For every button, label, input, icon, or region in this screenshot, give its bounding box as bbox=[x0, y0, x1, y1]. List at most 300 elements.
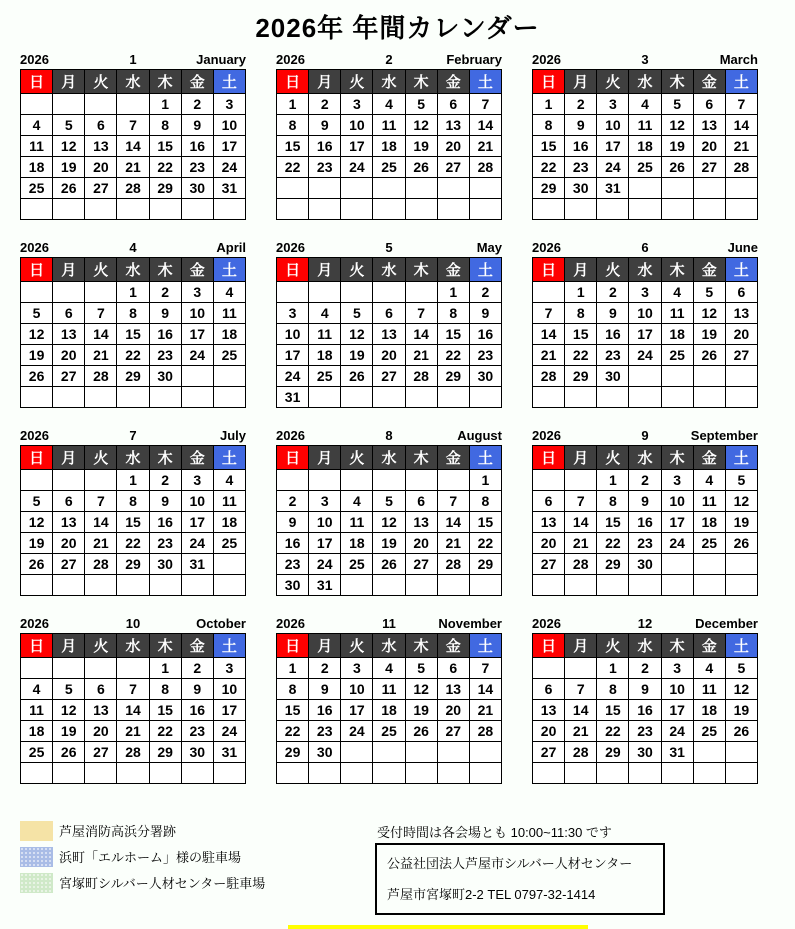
empty-cell bbox=[117, 199, 149, 220]
date-cell: 13 bbox=[373, 324, 405, 345]
date-cell: 18 bbox=[21, 721, 53, 742]
date-cell: 18 bbox=[309, 345, 341, 366]
month-october bbox=[20, 614, 246, 784]
date-cell: 2 bbox=[309, 94, 341, 115]
date-cell: 16 bbox=[629, 512, 661, 533]
month-label bbox=[532, 238, 758, 255]
empty-cell bbox=[405, 742, 437, 763]
day-header-5: 金 bbox=[693, 446, 725, 470]
date-cell: 7 bbox=[725, 94, 757, 115]
date-cell: 31 bbox=[213, 742, 245, 763]
empty-cell bbox=[341, 470, 373, 491]
date-cell: 30 bbox=[149, 554, 181, 575]
date-cell: 20 bbox=[533, 721, 565, 742]
date-cell: 29 bbox=[277, 742, 309, 763]
empty-cell bbox=[341, 763, 373, 784]
day-header-6: 土 bbox=[725, 70, 757, 94]
month-table bbox=[276, 445, 502, 596]
date-cell: 29 bbox=[149, 178, 181, 199]
date-cell: 6 bbox=[437, 94, 469, 115]
empty-cell bbox=[533, 575, 565, 596]
empty-cell bbox=[725, 366, 757, 387]
date-cell: 16 bbox=[181, 136, 213, 157]
date-cell: 25 bbox=[373, 157, 405, 178]
month-number: 8 bbox=[385, 428, 393, 443]
empty-cell bbox=[53, 94, 85, 115]
date-cell: 4 bbox=[693, 658, 725, 679]
empty-cell bbox=[533, 199, 565, 220]
day-header-4: 木 bbox=[405, 258, 437, 282]
date-cell: 31 bbox=[661, 742, 693, 763]
date-cell: 15 bbox=[277, 700, 309, 721]
date-cell: 16 bbox=[149, 324, 181, 345]
day-header-5: 金 bbox=[693, 70, 725, 94]
date-cell: 29 bbox=[565, 366, 597, 387]
date-cell: 31 bbox=[181, 554, 213, 575]
date-cell: 4 bbox=[309, 303, 341, 324]
date-cell: 21 bbox=[405, 345, 437, 366]
legend-swatch-green bbox=[20, 873, 53, 893]
date-cell: 24 bbox=[629, 345, 661, 366]
date-cell: 20 bbox=[53, 345, 85, 366]
day-header-1: 月 bbox=[565, 634, 597, 658]
empty-cell bbox=[661, 178, 693, 199]
date-cell: 17 bbox=[181, 324, 213, 345]
empty-cell bbox=[661, 575, 693, 596]
date-cell: 24 bbox=[309, 554, 341, 575]
date-cell: 16 bbox=[309, 700, 341, 721]
day-header-2: 火 bbox=[597, 634, 629, 658]
date-cell: 15 bbox=[117, 324, 149, 345]
day-header-2: 火 bbox=[85, 634, 117, 658]
empty-cell bbox=[85, 199, 117, 220]
date-cell: 27 bbox=[437, 721, 469, 742]
date-cell: 21 bbox=[565, 533, 597, 554]
date-cell: 1 bbox=[149, 94, 181, 115]
day-header-4: 木 bbox=[149, 258, 181, 282]
empty-cell bbox=[693, 575, 725, 596]
month-name: June bbox=[727, 240, 758, 255]
date-cell: 6 bbox=[533, 491, 565, 512]
empty-cell bbox=[597, 763, 629, 784]
date-cell: 24 bbox=[213, 721, 245, 742]
empty-cell bbox=[53, 763, 85, 784]
empty-cell bbox=[341, 282, 373, 303]
date-cell: 20 bbox=[533, 533, 565, 554]
empty-cell bbox=[725, 742, 757, 763]
date-cell: 24 bbox=[341, 721, 373, 742]
month-name: February bbox=[446, 52, 502, 67]
month-march bbox=[532, 50, 758, 220]
date-cell: 19 bbox=[21, 345, 53, 366]
date-cell: 11 bbox=[693, 491, 725, 512]
empty-cell bbox=[277, 470, 309, 491]
day-header-4: 木 bbox=[405, 446, 437, 470]
date-cell: 17 bbox=[181, 512, 213, 533]
month-name: December bbox=[695, 616, 758, 631]
date-cell: 5 bbox=[53, 115, 85, 136]
month-number: 7 bbox=[129, 428, 137, 443]
date-cell: 26 bbox=[405, 721, 437, 742]
date-cell: 24 bbox=[181, 533, 213, 554]
date-cell: 7 bbox=[117, 115, 149, 136]
day-header-0: 日 bbox=[277, 70, 309, 94]
empty-cell bbox=[373, 282, 405, 303]
empty-cell bbox=[565, 575, 597, 596]
date-cell: 1 bbox=[437, 282, 469, 303]
date-cell: 15 bbox=[533, 136, 565, 157]
date-cell: 3 bbox=[661, 658, 693, 679]
empty-cell bbox=[469, 178, 501, 199]
date-cell: 30 bbox=[309, 742, 341, 763]
month-label bbox=[20, 426, 246, 443]
date-cell: 31 bbox=[309, 575, 341, 596]
date-cell: 14 bbox=[85, 324, 117, 345]
date-cell: 11 bbox=[629, 115, 661, 136]
empty-cell bbox=[181, 575, 213, 596]
date-cell: 28 bbox=[85, 554, 117, 575]
date-cell: 19 bbox=[405, 700, 437, 721]
date-cell: 29 bbox=[469, 554, 501, 575]
date-cell: 6 bbox=[725, 282, 757, 303]
date-cell: 16 bbox=[149, 512, 181, 533]
date-cell: 2 bbox=[629, 470, 661, 491]
day-header-4: 木 bbox=[149, 634, 181, 658]
day-header-1: 月 bbox=[53, 634, 85, 658]
date-cell: 15 bbox=[469, 512, 501, 533]
date-cell: 13 bbox=[725, 303, 757, 324]
day-header-5: 金 bbox=[437, 70, 469, 94]
date-cell: 18 bbox=[629, 136, 661, 157]
month-label bbox=[20, 614, 246, 631]
date-cell: 23 bbox=[181, 157, 213, 178]
date-cell: 1 bbox=[277, 94, 309, 115]
date-cell: 3 bbox=[629, 282, 661, 303]
date-cell: 17 bbox=[277, 345, 309, 366]
yellow-bottom-bar bbox=[288, 925, 588, 929]
date-cell: 17 bbox=[661, 512, 693, 533]
date-cell: 6 bbox=[373, 303, 405, 324]
empty-cell bbox=[629, 366, 661, 387]
empty-cell bbox=[725, 575, 757, 596]
date-cell: 19 bbox=[341, 345, 373, 366]
month-year: 2026 bbox=[20, 428, 49, 443]
day-header-0: 日 bbox=[533, 70, 565, 94]
day-header-1: 月 bbox=[309, 446, 341, 470]
day-header-0: 日 bbox=[21, 70, 53, 94]
date-cell: 16 bbox=[565, 136, 597, 157]
date-cell: 31 bbox=[597, 178, 629, 199]
date-cell: 10 bbox=[181, 303, 213, 324]
date-cell: 14 bbox=[85, 512, 117, 533]
date-cell: 28 bbox=[405, 366, 437, 387]
date-cell: 12 bbox=[405, 115, 437, 136]
month-label bbox=[276, 50, 502, 67]
empty-cell bbox=[629, 178, 661, 199]
date-cell: 9 bbox=[181, 115, 213, 136]
month-label bbox=[276, 426, 502, 443]
date-cell: 22 bbox=[277, 721, 309, 742]
date-cell: 13 bbox=[437, 115, 469, 136]
month-label bbox=[532, 50, 758, 67]
date-cell: 11 bbox=[341, 512, 373, 533]
date-cell: 3 bbox=[213, 94, 245, 115]
venue-legend bbox=[20, 820, 265, 898]
day-header-0: 日 bbox=[533, 634, 565, 658]
day-header-4: 木 bbox=[149, 70, 181, 94]
day-header-5: 金 bbox=[181, 258, 213, 282]
date-cell: 5 bbox=[53, 679, 85, 700]
date-cell: 10 bbox=[213, 679, 245, 700]
month-number: 9 bbox=[641, 428, 649, 443]
date-cell: 30 bbox=[181, 742, 213, 763]
date-cell: 27 bbox=[53, 554, 85, 575]
date-cell: 8 bbox=[149, 115, 181, 136]
date-cell: 21 bbox=[437, 533, 469, 554]
month-label bbox=[532, 614, 758, 631]
empty-cell bbox=[661, 199, 693, 220]
empty-cell bbox=[597, 199, 629, 220]
date-cell: 2 bbox=[629, 658, 661, 679]
date-cell: 4 bbox=[213, 282, 245, 303]
date-cell: 17 bbox=[309, 533, 341, 554]
date-cell: 21 bbox=[117, 157, 149, 178]
date-cell: 10 bbox=[597, 115, 629, 136]
date-cell: 12 bbox=[373, 512, 405, 533]
empty-cell bbox=[373, 763, 405, 784]
day-header-1: 月 bbox=[309, 70, 341, 94]
date-cell: 10 bbox=[661, 491, 693, 512]
month-year: 2026 bbox=[20, 52, 49, 67]
date-cell: 5 bbox=[21, 303, 53, 324]
legend-item-green bbox=[20, 872, 265, 893]
date-cell: 1 bbox=[533, 94, 565, 115]
day-header-6: 土 bbox=[469, 634, 501, 658]
date-cell: 22 bbox=[565, 345, 597, 366]
date-cell: 5 bbox=[661, 94, 693, 115]
organization-name: 公益社団法人芦屋市シルバー人材センター bbox=[387, 856, 633, 871]
date-cell: 4 bbox=[213, 470, 245, 491]
month-label bbox=[532, 426, 758, 443]
date-cell: 29 bbox=[117, 554, 149, 575]
empty-cell bbox=[437, 575, 469, 596]
date-cell: 15 bbox=[277, 136, 309, 157]
date-cell: 10 bbox=[277, 324, 309, 345]
empty-cell bbox=[21, 387, 53, 408]
month-table bbox=[20, 445, 246, 596]
legend-item-yellow bbox=[20, 820, 265, 841]
month-name: January bbox=[196, 52, 246, 67]
date-cell: 21 bbox=[469, 136, 501, 157]
date-cell: 17 bbox=[341, 700, 373, 721]
date-cell: 27 bbox=[533, 742, 565, 763]
empty-cell bbox=[181, 763, 213, 784]
empty-cell bbox=[661, 366, 693, 387]
day-header-6: 土 bbox=[213, 446, 245, 470]
date-cell: 3 bbox=[181, 282, 213, 303]
date-cell: 25 bbox=[373, 721, 405, 742]
date-cell: 19 bbox=[405, 136, 437, 157]
date-cell: 27 bbox=[373, 366, 405, 387]
date-cell: 29 bbox=[597, 742, 629, 763]
date-cell: 11 bbox=[21, 136, 53, 157]
empty-cell bbox=[277, 282, 309, 303]
empty-cell bbox=[53, 199, 85, 220]
date-cell: 7 bbox=[85, 303, 117, 324]
date-cell: 8 bbox=[597, 679, 629, 700]
empty-cell bbox=[117, 575, 149, 596]
date-cell: 3 bbox=[341, 658, 373, 679]
date-cell: 7 bbox=[117, 679, 149, 700]
month-name: April bbox=[216, 240, 246, 255]
month-november bbox=[276, 614, 502, 784]
date-cell: 19 bbox=[53, 721, 85, 742]
date-cell: 12 bbox=[341, 324, 373, 345]
date-cell: 31 bbox=[213, 178, 245, 199]
date-cell: 29 bbox=[437, 366, 469, 387]
date-cell: 7 bbox=[533, 303, 565, 324]
date-cell: 8 bbox=[277, 115, 309, 136]
empty-cell bbox=[373, 575, 405, 596]
empty-cell bbox=[213, 763, 245, 784]
empty-cell bbox=[469, 742, 501, 763]
date-cell: 11 bbox=[21, 700, 53, 721]
date-cell: 10 bbox=[213, 115, 245, 136]
empty-cell bbox=[533, 763, 565, 784]
day-header-1: 月 bbox=[309, 258, 341, 282]
date-cell: 21 bbox=[469, 700, 501, 721]
month-number: 3 bbox=[641, 52, 649, 67]
date-cell: 25 bbox=[693, 533, 725, 554]
empty-cell bbox=[405, 763, 437, 784]
empty-cell bbox=[533, 282, 565, 303]
date-cell: 18 bbox=[693, 700, 725, 721]
date-cell: 22 bbox=[149, 721, 181, 742]
date-cell: 2 bbox=[181, 658, 213, 679]
date-cell: 12 bbox=[405, 679, 437, 700]
date-cell: 20 bbox=[693, 136, 725, 157]
empty-cell bbox=[725, 387, 757, 408]
date-cell: 29 bbox=[533, 178, 565, 199]
date-cell: 23 bbox=[149, 533, 181, 554]
date-cell: 3 bbox=[597, 94, 629, 115]
date-cell: 8 bbox=[565, 303, 597, 324]
month-number: 1 bbox=[129, 52, 137, 67]
empty-cell bbox=[373, 178, 405, 199]
month-august bbox=[276, 426, 502, 596]
empty-cell bbox=[213, 575, 245, 596]
month-year: 2026 bbox=[276, 52, 305, 67]
date-cell: 26 bbox=[405, 157, 437, 178]
date-cell: 6 bbox=[53, 303, 85, 324]
empty-cell bbox=[149, 763, 181, 784]
month-number: 10 bbox=[125, 616, 141, 631]
month-year: 2026 bbox=[532, 616, 561, 631]
date-cell: 12 bbox=[53, 700, 85, 721]
date-cell: 27 bbox=[405, 554, 437, 575]
date-cell: 11 bbox=[693, 679, 725, 700]
date-cell: 25 bbox=[661, 345, 693, 366]
empty-cell bbox=[693, 178, 725, 199]
day-header-5: 金 bbox=[693, 634, 725, 658]
date-cell: 30 bbox=[597, 366, 629, 387]
empty-cell bbox=[373, 742, 405, 763]
empty-cell bbox=[533, 470, 565, 491]
date-cell: 9 bbox=[597, 303, 629, 324]
day-header-2: 火 bbox=[85, 446, 117, 470]
date-cell: 6 bbox=[85, 679, 117, 700]
date-cell: 18 bbox=[213, 324, 245, 345]
day-header-6: 土 bbox=[213, 258, 245, 282]
date-cell: 24 bbox=[181, 345, 213, 366]
date-cell: 4 bbox=[21, 115, 53, 136]
date-cell: 7 bbox=[85, 491, 117, 512]
day-header-1: 月 bbox=[565, 70, 597, 94]
month-name: May bbox=[476, 240, 502, 255]
day-header-3: 水 bbox=[117, 446, 149, 470]
empty-cell bbox=[469, 575, 501, 596]
day-header-2: 火 bbox=[597, 446, 629, 470]
day-header-4: 木 bbox=[661, 258, 693, 282]
date-cell: 28 bbox=[117, 178, 149, 199]
date-cell: 13 bbox=[53, 512, 85, 533]
empty-cell bbox=[341, 575, 373, 596]
month-name: November bbox=[438, 616, 502, 631]
month-year: 2026 bbox=[532, 240, 561, 255]
date-cell: 5 bbox=[725, 658, 757, 679]
date-cell: 24 bbox=[597, 157, 629, 178]
date-cell: 31 bbox=[277, 387, 309, 408]
empty-cell bbox=[21, 763, 53, 784]
date-cell: 9 bbox=[309, 679, 341, 700]
day-header-1: 月 bbox=[53, 446, 85, 470]
month-table bbox=[20, 257, 246, 408]
day-header-2: 火 bbox=[341, 70, 373, 94]
date-cell: 6 bbox=[533, 679, 565, 700]
date-cell: 9 bbox=[629, 491, 661, 512]
day-header-2: 火 bbox=[597, 70, 629, 94]
date-cell: 2 bbox=[597, 282, 629, 303]
month-label bbox=[276, 614, 502, 631]
month-number: 5 bbox=[385, 240, 393, 255]
month-february bbox=[276, 50, 502, 220]
date-cell: 22 bbox=[149, 157, 181, 178]
date-cell: 23 bbox=[629, 533, 661, 554]
date-cell: 10 bbox=[661, 679, 693, 700]
date-cell: 17 bbox=[597, 136, 629, 157]
month-june bbox=[532, 238, 758, 408]
date-cell: 25 bbox=[693, 721, 725, 742]
date-cell: 16 bbox=[469, 324, 501, 345]
date-cell: 1 bbox=[597, 658, 629, 679]
date-cell: 26 bbox=[21, 554, 53, 575]
day-header-0: 日 bbox=[533, 446, 565, 470]
empty-cell bbox=[693, 742, 725, 763]
empty-cell bbox=[437, 470, 469, 491]
legend-item-blue bbox=[20, 846, 265, 867]
day-header-4: 木 bbox=[661, 446, 693, 470]
day-header-0: 日 bbox=[277, 634, 309, 658]
date-cell: 16 bbox=[309, 136, 341, 157]
date-cell: 30 bbox=[469, 366, 501, 387]
day-header-5: 金 bbox=[437, 634, 469, 658]
day-header-1: 月 bbox=[53, 70, 85, 94]
date-cell: 13 bbox=[533, 512, 565, 533]
date-cell: 20 bbox=[373, 345, 405, 366]
date-cell: 8 bbox=[437, 303, 469, 324]
date-cell: 9 bbox=[629, 679, 661, 700]
date-cell: 7 bbox=[469, 94, 501, 115]
